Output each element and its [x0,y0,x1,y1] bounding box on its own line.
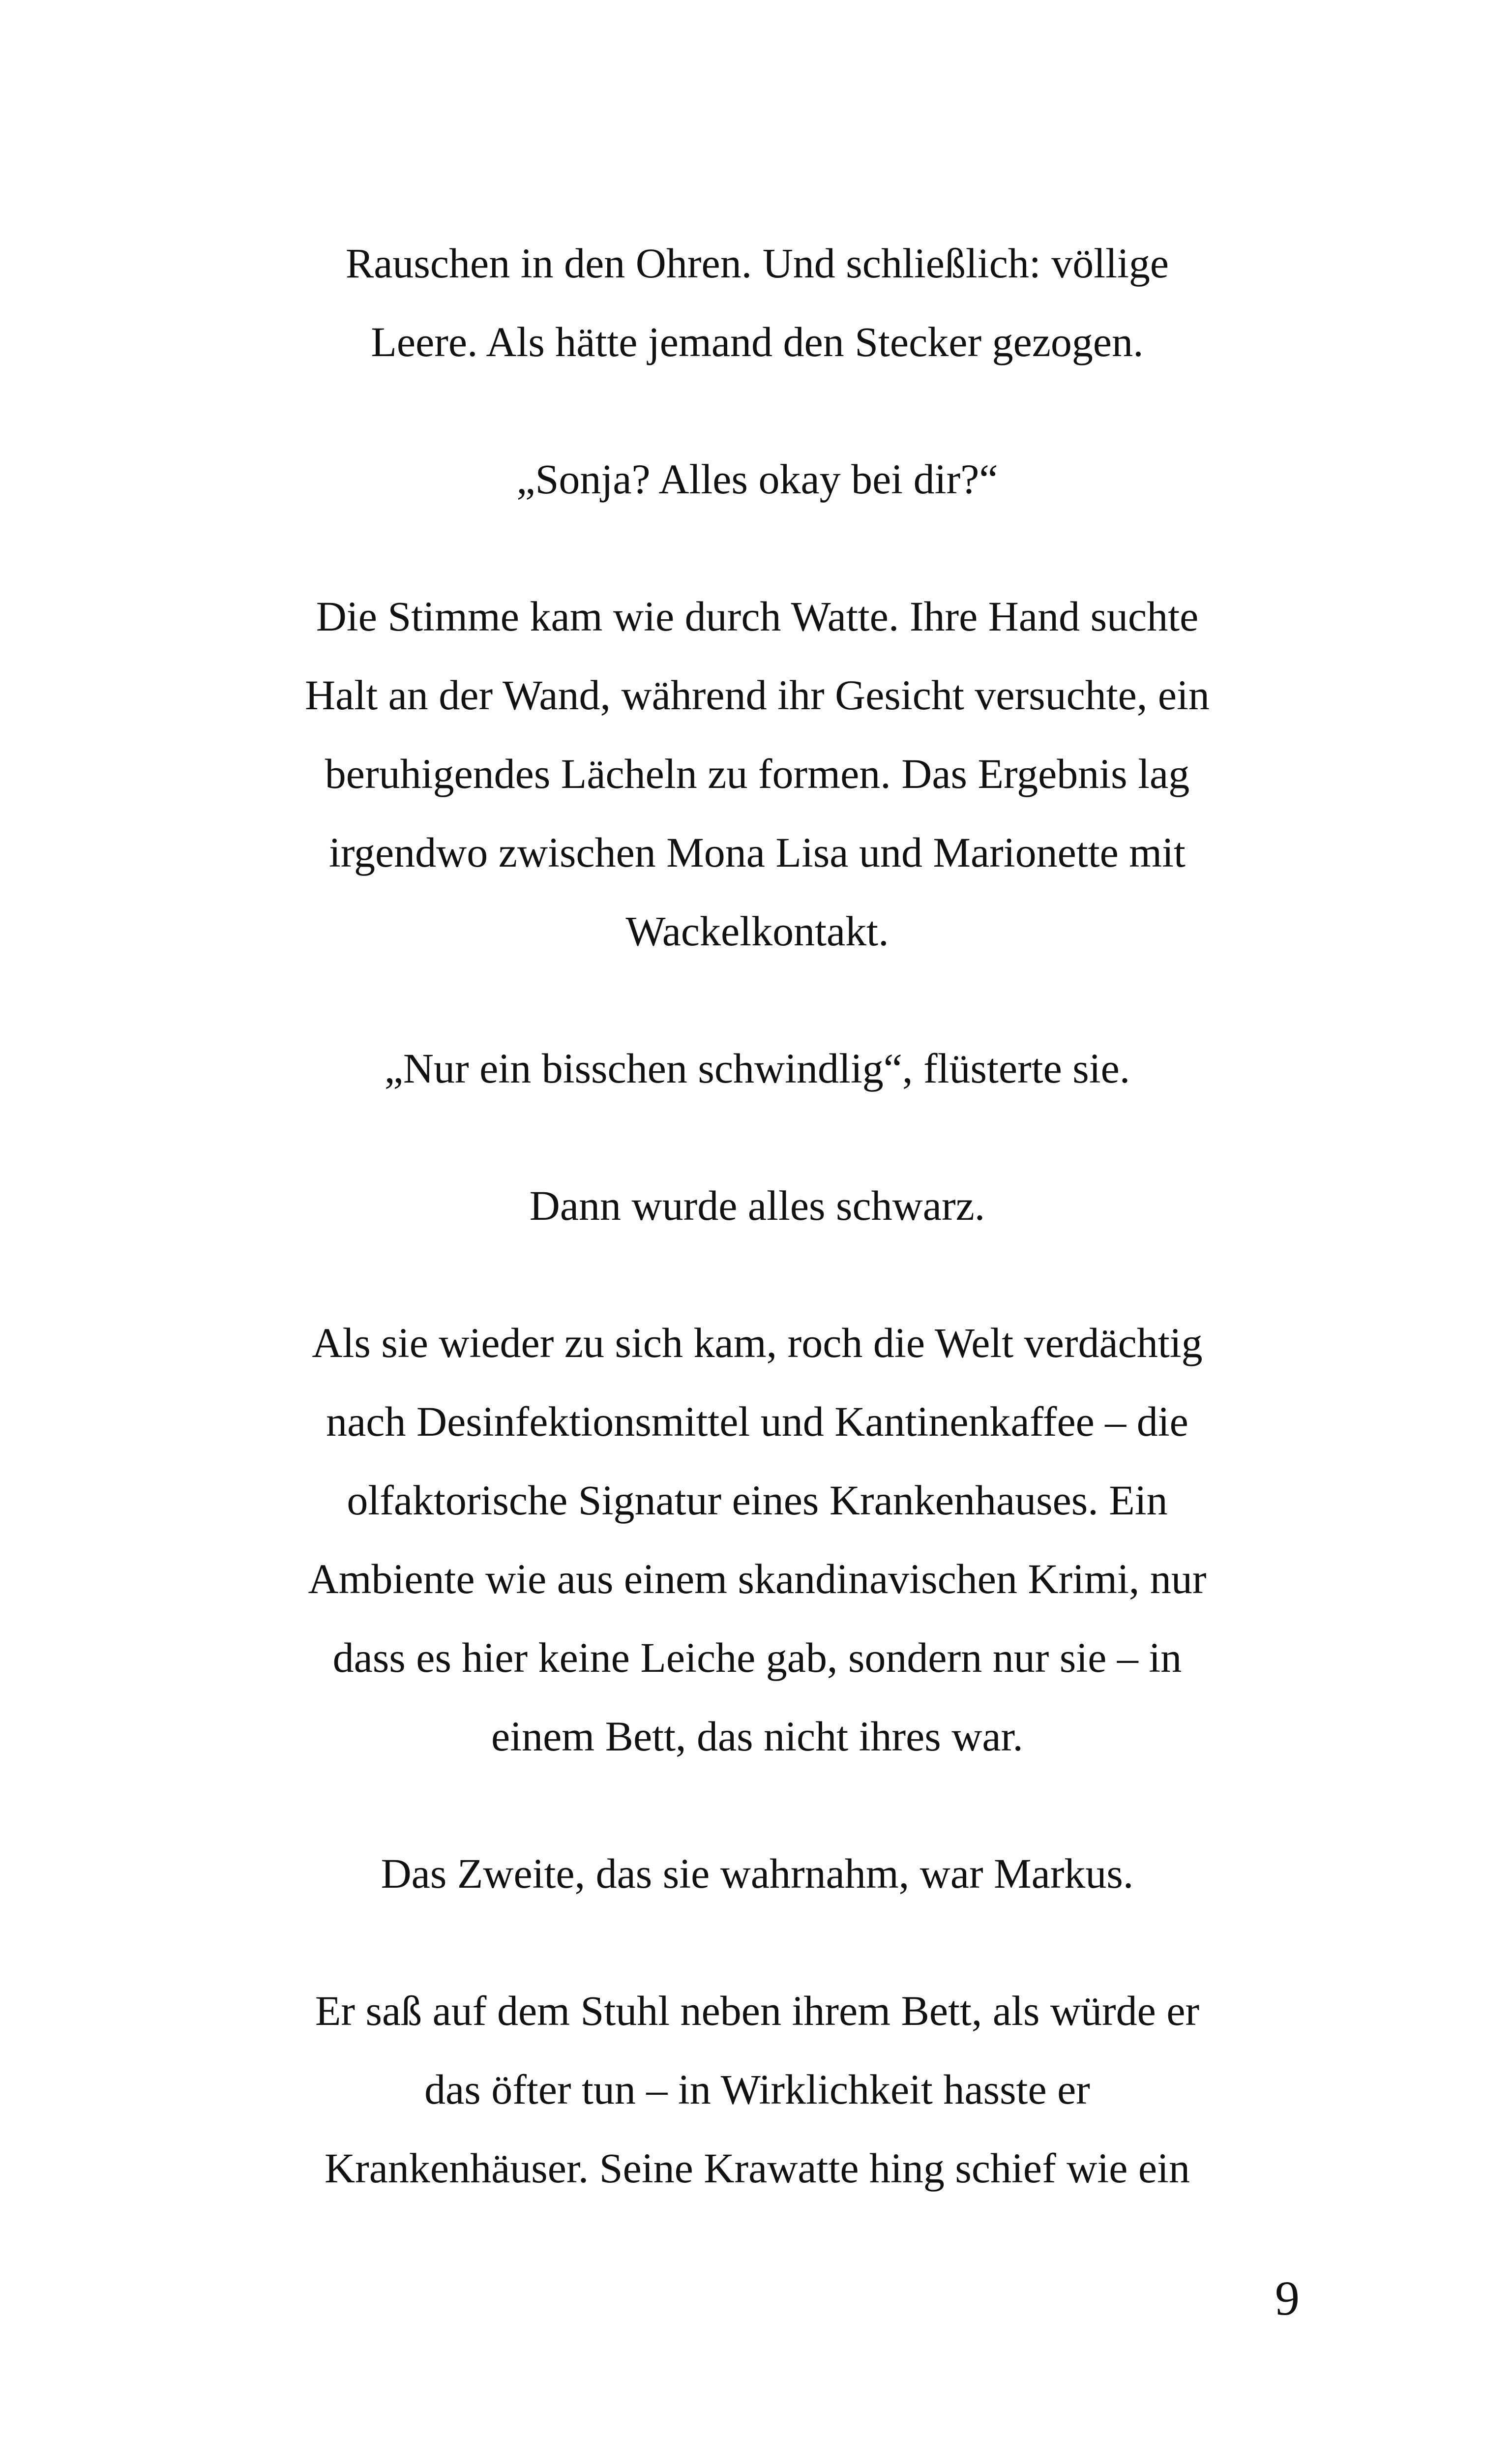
paragraph [275,440,1239,518]
paragraph [275,1166,1239,1245]
text-line: Leere. Als hätte jemand den Stecker gezogen. [371,318,1144,365]
text-line: olfaktorische Signatur eines Krankenhauses. Ein [347,1477,1168,1524]
text-line: Halt an der Wand, während ihr Gesicht versuchte, ein [305,671,1210,719]
text-line: beruhigendes Lächeln zu formen. Das Ergebnis lag [325,750,1190,797]
paragraph [275,1303,1239,1776]
text-line: das öfter tun – in Wirklichkeit hasste er [424,2066,1090,2113]
paragraph [275,224,1239,381]
paragraph [275,577,1239,970]
text-line: Er saß auf dem Stuhl neben ihrem Bett, als würde er [315,1987,1200,2034]
body-text [275,224,1239,2266]
text-line: Ambiente wie aus einem skandinavischen Krimi, nur [308,1555,1207,1602]
text-line: nach Desinfektionsmittel und Kantinenkaffee – die [326,1398,1188,1445]
text-line: „Nur ein bisschen schwindlig“, flüsterte sie. [384,1045,1130,1092]
paragraph [275,1834,1239,1913]
text-line: „Sonja? Alles okay bei dir?“ [516,455,998,503]
text-line: Wackelkontakt. [625,907,889,955]
text-line: Dann wurde alles schwarz. [529,1182,985,1229]
text-line: einem Bett, das nicht ihres war. [491,1713,1023,1760]
text-line: Als sie wieder zu sich kam, roch die Welt verdächtig [312,1319,1203,1366]
paragraph [275,1029,1239,1108]
text-line: dass es hier keine Leiche gab, sondern nur sie – in [332,1634,1182,1681]
text-line: Die Stimme kam wie durch Watte. Ihre Hand suchte [316,593,1199,640]
text-line: Rauschen in den Ohren. Und schließlich: völlige [345,240,1169,287]
text-line: Das Zweite, das sie wahrnahm, war Markus. [381,1850,1134,1897]
paragraph [275,1971,1239,2207]
text-line: Krankenhäuser. Seine Krawatte hing schief wie ein [325,2144,1190,2192]
text-line: irgendwo zwischen Mona Lisa und Marionette mit [329,829,1186,876]
page-number: 9 [1275,2271,1300,2325]
